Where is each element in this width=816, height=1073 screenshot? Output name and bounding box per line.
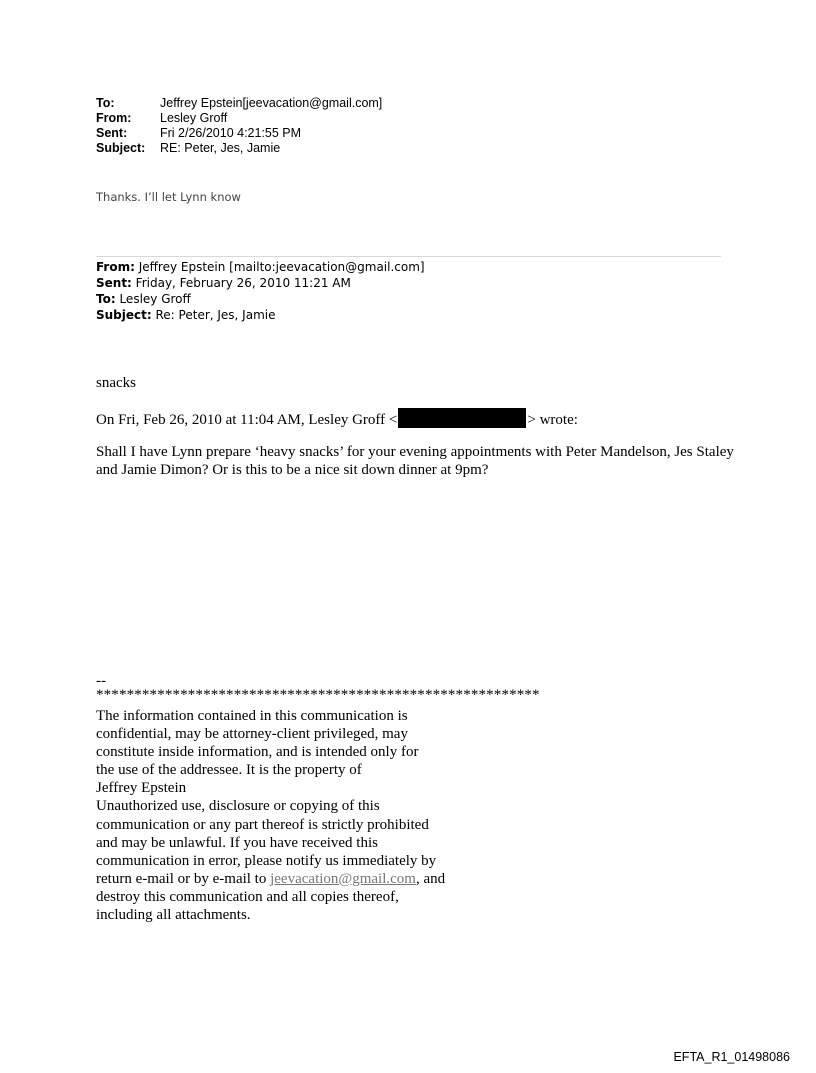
disclaimer-email-line — [96, 870, 496, 888]
header-to-row — [96, 96, 382, 111]
from-value: Lesley Groff — [160, 111, 228, 125]
reply-text: Thanks. I’ll let Lynn know — [96, 190, 241, 204]
header-sent-row — [96, 126, 382, 141]
redaction-box — [398, 408, 526, 428]
sent-value: Fri 2/26/2010 4:21:55 PM — [160, 126, 302, 140]
disclaimer-line: Jeffrey Epstein — [96, 780, 187, 797]
quoted-subject-row — [96, 307, 425, 323]
confidentiality-disclaimer — [96, 707, 496, 924]
quoted-header — [96, 259, 425, 323]
to-value: Jeffrey Epstein[jeevacation@gmail.com] — [160, 96, 383, 110]
email-line-before: return e-mail or by e-mail to — [96, 870, 271, 887]
quoted-subject-value: Re: Peter, Jes, Jamie — [151, 308, 276, 322]
subject-value: RE: Peter, Jes, Jamie — [160, 141, 281, 155]
quoted-from-label: From: — [96, 260, 135, 274]
quoted-from-value: Jeffrey Epstein [mailto:jeevacation@gmail.com] — [134, 260, 425, 274]
email-link[interactable]: jeevacation@gmail.com — [270, 870, 416, 887]
quoted-from-row — [96, 259, 425, 275]
disclaimer-line: communication or any part thereof is strictly prohibited — [96, 816, 429, 833]
disclaimer-line: Unauthorized use, disclosure or copying of this — [96, 798, 380, 815]
quoted-sent-row — [96, 275, 425, 291]
to-label: To: — [96, 96, 115, 110]
quote-attribution — [96, 408, 578, 429]
disclaimer-line: and may be unlawful. If you have received this — [96, 834, 378, 851]
disclaimer-line: communication in error, please notify us immediately by — [96, 852, 437, 869]
quote-divider — [96, 256, 721, 257]
quoted-to-row — [96, 291, 425, 307]
from-label: From: — [96, 111, 132, 125]
email-line-after: , and — [415, 870, 446, 887]
disclaimer-line: confidential, may be attorney-client privileged, may — [96, 726, 408, 743]
bates-number: EFTA_R1_01498086 — [673, 1050, 790, 1064]
quoted-message: Shall I have Lynn prepare ‘heavy snacks’ for your evening appointments with Peter Mandelson, Jes Staley and Jamie Dimon? Or is this to be a nice sit down dinner at 9pm? — [96, 444, 734, 478]
quoted-sent-label: Sent: — [96, 276, 132, 290]
quoted-subject-label: Subject: — [96, 308, 152, 322]
disclaimer-line: destroy this communication and all copies thereof, — [96, 888, 399, 905]
attribution-before: On Fri, Feb 26, 2010 at 11:04 AM, Lesley Groff < — [96, 412, 398, 428]
header-from-row — [96, 111, 382, 126]
sent-label: Sent: — [96, 126, 128, 140]
snacks-text: snacks — [96, 375, 136, 391]
attribution-after: > wrote: — [527, 412, 578, 428]
disclaimer-line: The information contained in this communication is — [96, 708, 408, 724]
quoted-to-label: To: — [96, 292, 116, 306]
header-subject-row — [96, 141, 382, 156]
signature-stars: ********************************************************** — [96, 687, 540, 703]
disclaimer-line: the use of the addressee. It is the property of — [96, 762, 362, 779]
quoted-sent-value: Friday, February 26, 2010 11:21 AM — [131, 276, 351, 290]
signature-dash: -- — [96, 673, 106, 689]
email-header — [96, 96, 382, 156]
subject-label: Subject: — [96, 141, 146, 155]
disclaimer-line: including all attachments. — [96, 907, 251, 924]
quoted-to-value: Lesley Groff — [115, 292, 191, 306]
disclaimer-line: constitute inside information, and is intended only for — [96, 744, 419, 761]
